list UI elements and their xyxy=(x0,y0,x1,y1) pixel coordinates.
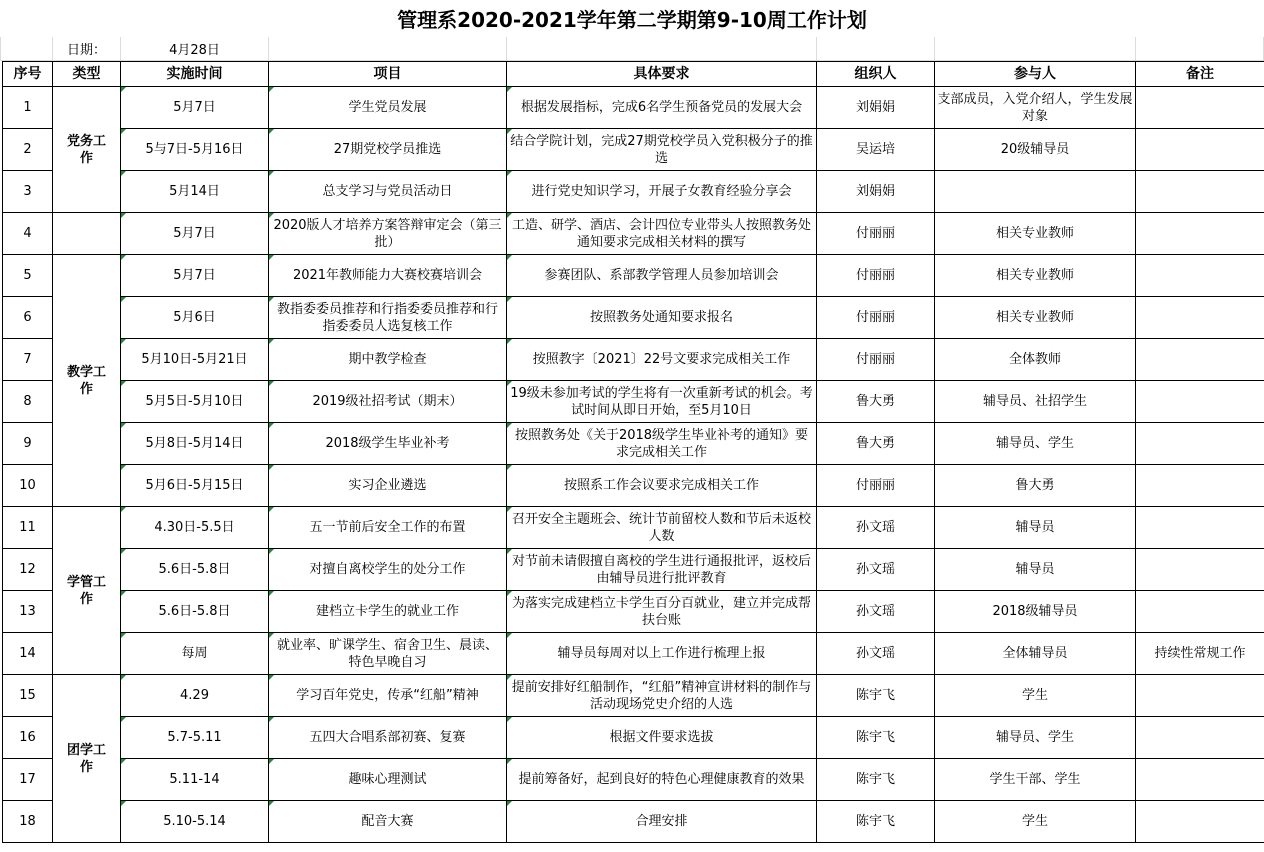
participants-cell-text: 辅导员 xyxy=(1015,520,1055,535)
requirement-cell-text: 工造、研学、酒店、会计四位专业带头人按照教务处通知要求完成相关材料的撰写 xyxy=(511,217,811,250)
date-label[interactable]: 日期： xyxy=(52,37,120,61)
work-plan-table xyxy=(2,61,1264,843)
participants-cell[interactable] xyxy=(935,213,1136,255)
table-row xyxy=(3,423,1264,465)
organizer-cell-text: 陈宇飞 xyxy=(855,772,895,787)
row-number-text: 17 xyxy=(19,772,36,787)
time-cell-text: 5.11-14 xyxy=(169,772,220,787)
time-cell-text: 5.7-5.11 xyxy=(167,730,222,745)
requirement-cell[interactable] xyxy=(507,801,817,843)
requirement-cell[interactable] xyxy=(507,675,817,717)
requirement-cell[interactable] xyxy=(507,507,817,549)
row-number-text: 10 xyxy=(19,478,36,493)
requirement-cell-text: 19级未参加考试的学生将有一次重新考试的机会。考试时间从即日开始，至5月10日 xyxy=(510,385,813,418)
participants-cell-text: 学生 xyxy=(1021,814,1048,829)
header-time[interactable]: 实施时间 xyxy=(121,62,269,87)
requirement-cell-text: 提前筹备好，起到良好的特色心理健康教育的效果 xyxy=(518,772,805,787)
time-cell[interactable] xyxy=(121,549,269,591)
participants-cell-text: 相关专业教师 xyxy=(995,268,1074,283)
row-number[interactable] xyxy=(3,171,53,213)
row-number[interactable] xyxy=(3,801,53,843)
project-cell-text: 实习企业遴选 xyxy=(348,478,427,493)
organizer-cell-text: 付丽丽 xyxy=(855,310,895,325)
organizer-cell-text: 付丽丽 xyxy=(855,226,895,241)
project-cell[interactable] xyxy=(269,717,507,759)
row-number[interactable] xyxy=(3,213,53,255)
row-number[interactable] xyxy=(3,633,53,675)
organizer-cell-text: 刘娟娟 xyxy=(855,100,895,115)
time-cell-text: 5月6日 xyxy=(173,310,216,325)
empty-cell[interactable] xyxy=(506,37,816,61)
row-number[interactable] xyxy=(3,381,53,423)
project-cell-text: 就业率、旷课学生、宿舍卫生、晨读、特色早晚自习 xyxy=(276,637,498,670)
requirement-cell[interactable] xyxy=(507,549,817,591)
table-row xyxy=(3,465,1264,507)
requirement-cell[interactable] xyxy=(507,255,817,297)
requirement-cell[interactable] xyxy=(507,339,817,381)
table-row xyxy=(3,297,1264,339)
time-cell[interactable] xyxy=(121,591,269,633)
organizer-cell[interactable] xyxy=(817,171,935,213)
row-number-text: 11 xyxy=(19,520,36,535)
project-cell-text: 27期党校学员推选 xyxy=(333,142,442,157)
requirement-cell-text: 合理安排 xyxy=(635,814,688,829)
header-participants[interactable]: 参与人 xyxy=(935,62,1136,87)
organizer-cell[interactable] xyxy=(817,255,935,297)
participants-cell[interactable] xyxy=(935,381,1136,423)
time-cell-text: 5月8日-5月14日 xyxy=(145,436,244,451)
row-number[interactable] xyxy=(3,591,53,633)
row-number[interactable] xyxy=(3,717,53,759)
row-number-text: 2 xyxy=(23,142,32,157)
requirement-cell-text: 进行党史知识学习，开展子女教育经验分享会 xyxy=(531,184,792,199)
requirement-cell-text: 参赛团队、系部教学管理人员参加培训会 xyxy=(544,268,779,283)
project-cell-text: 建档立卡学生的就业工作 xyxy=(315,604,459,619)
project-cell-text: 五一节前后安全工作的布置 xyxy=(309,520,466,535)
time-cell[interactable] xyxy=(121,129,269,171)
participants-cell[interactable] xyxy=(935,591,1136,633)
requirement-cell[interactable] xyxy=(507,423,817,465)
project-cell-text: 五四大合唱系部初赛、复赛 xyxy=(309,730,466,745)
organizer-cell[interactable] xyxy=(817,213,935,255)
table-row xyxy=(3,759,1264,801)
time-cell[interactable] xyxy=(121,801,269,843)
project-cell[interactable] xyxy=(269,87,507,129)
table-row xyxy=(3,591,1264,633)
time-cell-text: 5月14日 xyxy=(169,184,220,199)
time-cell[interactable] xyxy=(121,633,269,675)
notes-cell[interactable] xyxy=(1136,423,1264,465)
time-cell-text: 每周 xyxy=(181,646,208,661)
requirement-cell-text: 辅导员每周对以上工作进行梳理上报 xyxy=(557,646,766,661)
project-cell-text: 学习百年党史，传承“红船”精神 xyxy=(296,688,479,703)
table-row xyxy=(3,381,1264,423)
table-row xyxy=(3,129,1264,171)
time-cell-text: 5月7日 xyxy=(173,268,216,283)
organizer-cell-text: 孙文瑶 xyxy=(855,646,895,661)
time-cell[interactable] xyxy=(121,381,269,423)
header-organizer[interactable]: 组织人 xyxy=(817,62,935,87)
header-project[interactable]: 项目 xyxy=(269,62,507,87)
project-cell-text: 教指委委员推荐和行指委委员推荐和行指委委员人选复核工作 xyxy=(276,301,498,334)
row-number-text: 18 xyxy=(19,814,36,829)
participants-cell[interactable] xyxy=(935,675,1136,717)
project-cell[interactable] xyxy=(269,591,507,633)
date-value[interactable]: 4月28日 xyxy=(120,37,268,61)
time-cell-text: 5月10日-5月21日 xyxy=(141,352,248,367)
participants-cell[interactable] xyxy=(935,255,1136,297)
requirement-cell[interactable] xyxy=(507,717,817,759)
row-number-text: 13 xyxy=(19,604,36,619)
project-cell[interactable] xyxy=(269,129,507,171)
organizer-cell[interactable] xyxy=(817,129,935,171)
participants-cell[interactable] xyxy=(935,633,1136,675)
category-cell[interactable]: 教学工作 xyxy=(53,255,121,507)
notes-cell[interactable] xyxy=(1136,759,1264,801)
requirement-cell-text: 召开安全主题班会、统计节前留校人数和节后未返校人数 xyxy=(511,511,811,544)
participants-cell-text: 辅导员、学生 xyxy=(995,730,1074,745)
row-number[interactable] xyxy=(3,129,53,171)
notes-cell[interactable] xyxy=(1136,213,1264,255)
participants-cell[interactable] xyxy=(935,129,1136,171)
participants-cell[interactable] xyxy=(935,297,1136,339)
organizer-cell[interactable] xyxy=(817,339,935,381)
time-cell-text: 5月7日 xyxy=(173,100,216,115)
participants-cell[interactable] xyxy=(935,465,1136,507)
organizer-cell-text: 付丽丽 xyxy=(855,352,895,367)
time-cell-text: 4.30日-5.5日 xyxy=(154,520,235,535)
participants-cell[interactable] xyxy=(935,801,1136,843)
time-cell-text: 5.6日-5.8日 xyxy=(158,562,231,577)
organizer-cell[interactable] xyxy=(817,801,935,843)
requirement-cell[interactable] xyxy=(507,591,817,633)
project-cell[interactable] xyxy=(269,801,507,843)
organizer-cell-text: 孙文瑶 xyxy=(855,562,895,577)
organizer-cell[interactable] xyxy=(817,297,935,339)
project-cell[interactable] xyxy=(269,759,507,801)
requirement-cell-text: 按照教务处《关于2018级学生毕业补考的通知》要求完成相关工作 xyxy=(514,427,809,460)
requirement-cell[interactable] xyxy=(507,171,817,213)
table-row xyxy=(3,717,1264,759)
participants-cell[interactable] xyxy=(935,87,1136,129)
notes-cell[interactable] xyxy=(1136,381,1264,423)
participants-cell-text: 辅导员、学生 xyxy=(995,436,1074,451)
row-number[interactable] xyxy=(3,465,53,507)
requirement-cell-text: 按照教务处通知要求报名 xyxy=(589,310,733,325)
participants-cell[interactable] xyxy=(935,549,1136,591)
organizer-cell-text: 鲁大勇 xyxy=(855,436,895,451)
header-requirement[interactable]: 具体要求 xyxy=(507,62,817,87)
notes-cell[interactable] xyxy=(1136,297,1264,339)
time-cell[interactable] xyxy=(121,675,269,717)
row-number[interactable] xyxy=(3,675,53,717)
time-cell-text: 5月5日-5月10日 xyxy=(145,394,244,409)
row-number-text: 4 xyxy=(23,226,32,241)
notes-cell[interactable] xyxy=(1136,675,1264,717)
notes-cell[interactable] xyxy=(1136,129,1264,171)
empty-cell[interactable] xyxy=(934,37,1135,61)
organizer-cell-text: 孙文瑶 xyxy=(855,604,895,619)
requirement-cell[interactable] xyxy=(507,213,817,255)
project-cell-text: 对擅自离校学生的处分工作 xyxy=(309,562,466,577)
table-row xyxy=(3,549,1264,591)
date-row xyxy=(0,37,1264,61)
project-cell-text: 2018级学生毕业补考 xyxy=(325,436,450,451)
notes-cell[interactable] xyxy=(1136,87,1264,129)
project-cell[interactable] xyxy=(269,213,507,255)
organizer-cell-text: 吴运培 xyxy=(855,142,895,157)
empty-cell[interactable] xyxy=(1135,37,1264,61)
project-cell[interactable] xyxy=(269,381,507,423)
requirement-cell-text: 根据文件要求选拔 xyxy=(609,730,714,745)
requirement-cell[interactable] xyxy=(507,633,817,675)
table-row xyxy=(3,87,1264,129)
participants-cell-text: 全体辅导员 xyxy=(1002,646,1068,661)
time-cell-text: 5.10-5.14 xyxy=(163,814,226,829)
organizer-cell-text: 付丽丽 xyxy=(855,268,895,283)
organizer-cell-text: 鲁大勇 xyxy=(855,394,895,409)
notes-cell[interactable] xyxy=(1136,465,1264,507)
table-row xyxy=(3,675,1264,717)
time-cell[interactable] xyxy=(121,717,269,759)
organizer-cell-text: 陈宇飞 xyxy=(855,814,895,829)
project-cell-text: 配音大赛 xyxy=(361,814,414,829)
row-number-text: 1 xyxy=(23,100,32,115)
participants-cell-text: 相关专业教师 xyxy=(995,226,1074,241)
organizer-cell[interactable] xyxy=(817,591,935,633)
project-cell[interactable] xyxy=(269,297,507,339)
header-type[interactable]: 类型 xyxy=(53,62,121,87)
row-number-text: 15 xyxy=(19,688,36,703)
time-cell[interactable] xyxy=(121,339,269,381)
notes-cell[interactable] xyxy=(1136,549,1264,591)
row-number[interactable] xyxy=(3,549,53,591)
table-body xyxy=(3,87,1264,843)
header-notes[interactable]: 备注 xyxy=(1136,62,1264,87)
row-number[interactable] xyxy=(3,87,53,129)
time-cell[interactable] xyxy=(121,465,269,507)
project-cell-text: 2021年教师能力大赛校赛培训会 xyxy=(292,268,483,283)
participants-cell-text: 辅导员、社招学生 xyxy=(982,394,1087,409)
project-cell-text: 2019级社招考试（期末） xyxy=(312,394,463,409)
project-cell-text: 2020版人才培养方案答辩审定会（第三批） xyxy=(273,217,502,250)
organizer-cell[interactable] xyxy=(817,549,935,591)
table-row xyxy=(3,507,1264,549)
table-row xyxy=(3,213,1264,255)
participants-cell-text: 辅导员 xyxy=(1015,562,1055,577)
requirement-cell-text: 按照系工作会议要求完成相关工作 xyxy=(563,478,759,493)
row-number[interactable] xyxy=(3,507,53,549)
project-cell[interactable] xyxy=(269,549,507,591)
row-number-text: 7 xyxy=(23,352,32,367)
time-cell-text: 5.6日-5.8日 xyxy=(158,604,231,619)
participants-cell-text: 20级辅导员 xyxy=(1000,142,1070,157)
participants-cell[interactable] xyxy=(935,339,1136,381)
project-cell-text: 期中教学检查 xyxy=(348,352,427,367)
requirement-cell[interactable] xyxy=(507,87,817,129)
project-cell[interactable] xyxy=(269,465,507,507)
participants-cell[interactable] xyxy=(935,171,1136,213)
project-cell[interactable] xyxy=(269,675,507,717)
time-cell-text: 5月6日-5月15日 xyxy=(145,478,244,493)
row-number[interactable] xyxy=(3,297,53,339)
row-number[interactable] xyxy=(3,255,53,297)
requirement-cell-text: 提前安排好红船制作，“红船”精神宣讲材料的制作与活动现场党史介绍的人选 xyxy=(511,679,812,712)
time-cell[interactable] xyxy=(121,171,269,213)
organizer-cell-text: 陈宇飞 xyxy=(855,730,895,745)
row-number[interactable] xyxy=(3,339,53,381)
row-number[interactable] xyxy=(3,423,53,465)
row-number-text: 14 xyxy=(19,646,36,661)
requirement-cell[interactable] xyxy=(507,465,817,507)
organizer-cell[interactable] xyxy=(817,633,935,675)
row-number-text: 8 xyxy=(23,394,32,409)
time-cell-text: 4.29 xyxy=(180,688,209,703)
time-cell[interactable] xyxy=(121,759,269,801)
participants-cell[interactable] xyxy=(935,717,1136,759)
organizer-cell-text: 陈宇飞 xyxy=(855,688,895,703)
time-cell[interactable] xyxy=(121,423,269,465)
organizer-cell[interactable] xyxy=(817,87,935,129)
participants-cell-text: 2018级辅导员 xyxy=(992,604,1078,619)
requirement-cell[interactable] xyxy=(507,759,817,801)
participants-cell-text: 全体教师 xyxy=(1008,352,1061,367)
notes-cell[interactable] xyxy=(1136,591,1264,633)
participants-cell[interactable] xyxy=(935,507,1136,549)
category-cell[interactable]: 党务工作 xyxy=(53,87,121,213)
time-cell[interactable] xyxy=(121,297,269,339)
organizer-cell[interactable] xyxy=(817,465,935,507)
project-cell[interactable] xyxy=(269,423,507,465)
participants-cell[interactable] xyxy=(935,759,1136,801)
organizer-cell[interactable] xyxy=(817,717,935,759)
notes-cell[interactable] xyxy=(1136,507,1264,549)
sheet-title: 管理系2020-2021学年第二学期第9-10周工作计划 xyxy=(397,8,867,32)
project-cell[interactable] xyxy=(269,255,507,297)
organizer-cell-text: 刘娟娟 xyxy=(855,184,895,199)
requirement-cell-text: 按照教字〔2021〕22号文要求完成相关工作 xyxy=(532,352,791,367)
project-cell-text: 学生党员发展 xyxy=(348,100,427,115)
time-cell-text: 5月7日 xyxy=(173,226,216,241)
organizer-cell[interactable] xyxy=(817,675,935,717)
table-row xyxy=(3,339,1264,381)
participants-cell[interactable] xyxy=(935,423,1136,465)
time-cell[interactable] xyxy=(121,87,269,129)
table-row xyxy=(3,171,1264,213)
project-cell-text: 总支学习与党员活动日 xyxy=(322,184,453,199)
time-cell[interactable] xyxy=(121,255,269,297)
organizer-cell[interactable] xyxy=(817,759,935,801)
participants-cell-text: 学生 xyxy=(1021,688,1048,703)
organizer-cell-text: 孙文瑶 xyxy=(855,520,895,535)
requirement-cell[interactable] xyxy=(507,297,817,339)
table-row xyxy=(3,801,1264,843)
time-cell[interactable] xyxy=(121,507,269,549)
row-number-text: 9 xyxy=(23,436,32,451)
project-cell[interactable] xyxy=(269,339,507,381)
organizer-cell[interactable] xyxy=(817,381,935,423)
notes-cell[interactable] xyxy=(1136,339,1264,381)
category-cell[interactable]: 学管工作 xyxy=(53,507,121,675)
header-row xyxy=(3,62,1264,87)
row-number-text: 6 xyxy=(23,310,32,325)
header-no[interactable]: 序号 xyxy=(3,62,53,87)
requirement-cell-text: 对节前未请假擅自离校的学生进行通报批评，返校后由辅导员进行批评教育 xyxy=(511,553,811,586)
row-number-text: 3 xyxy=(23,184,32,199)
time-cell-text: 5与7日-5月16日 xyxy=(145,142,244,157)
category-cell[interactable] xyxy=(53,213,121,255)
requirement-cell-text: 根据发展指标，完成6名学生预备党员的发展大会 xyxy=(520,100,803,115)
empty-cell[interactable] xyxy=(0,37,52,61)
table-row xyxy=(3,255,1264,297)
empty-cell[interactable] xyxy=(268,37,506,61)
organizer-cell-text: 付丽丽 xyxy=(855,478,895,493)
time-cell[interactable] xyxy=(121,213,269,255)
notes-cell[interactable] xyxy=(1136,801,1264,843)
empty-cell[interactable] xyxy=(816,37,934,61)
row-number-text: 16 xyxy=(19,730,36,745)
project-cell[interactable] xyxy=(269,507,507,549)
organizer-cell[interactable] xyxy=(817,507,935,549)
project-cell[interactable] xyxy=(269,633,507,675)
participants-cell-text: 学生干部、学生 xyxy=(989,772,1081,787)
project-cell-text: 趣味心理测试 xyxy=(348,772,427,787)
row-number-text: 12 xyxy=(19,562,36,577)
participants-cell-text: 相关专业教师 xyxy=(995,310,1074,325)
organizer-cell[interactable] xyxy=(817,423,935,465)
notes-cell[interactable] xyxy=(1136,255,1264,297)
requirement-cell-text: 结合学院计划，完成27期党校学员入党积极分子的推选 xyxy=(510,133,813,166)
notes-cell[interactable] xyxy=(1136,633,1264,675)
requirement-cell[interactable] xyxy=(507,381,817,423)
notes-cell-text: 持续性常规工作 xyxy=(1154,646,1246,661)
participants-cell-text: 支部成员，入党介绍人，学生发展对象 xyxy=(937,91,1133,124)
category-cell[interactable]: 团学工作 xyxy=(53,675,121,843)
requirement-cell[interactable] xyxy=(507,129,817,171)
table-row xyxy=(3,633,1264,675)
row-number[interactable] xyxy=(3,759,53,801)
participants-cell-text: 鲁大勇 xyxy=(1015,478,1055,493)
project-cell[interactable] xyxy=(269,171,507,213)
row-number-text: 5 xyxy=(23,268,32,283)
notes-cell[interactable] xyxy=(1136,717,1264,759)
notes-cell[interactable] xyxy=(1136,171,1264,213)
requirement-cell-text: 为落实完成建档立卡学生百分百就业，建立并完成帮扶台账 xyxy=(511,595,811,628)
